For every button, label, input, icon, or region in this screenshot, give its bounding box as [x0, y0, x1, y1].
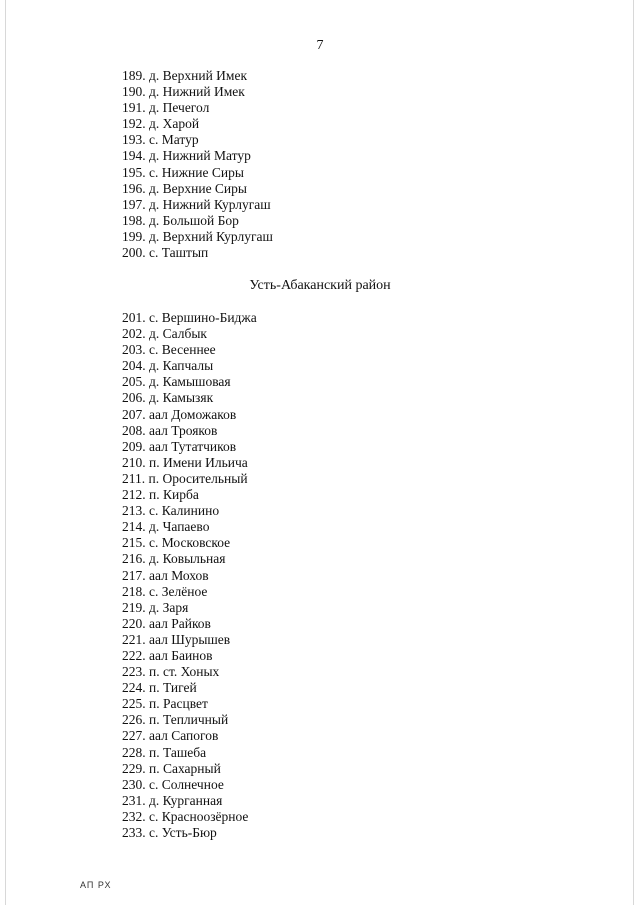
- list-item: 232. с. Красноозёрное: [122, 808, 249, 824]
- list-item: 196. д. Верхние Сиры: [122, 180, 247, 196]
- list-item: 203. с. Весеннее: [122, 342, 216, 358]
- list-item: 202. д. Салбык: [122, 326, 207, 342]
- list-item: 212. п. Кирба: [122, 487, 199, 503]
- list-item: 229. п. Сахарный: [122, 760, 221, 776]
- list-item: 198. д. Большой Бор: [122, 212, 239, 228]
- list-item: 205. д. Камышовая: [122, 374, 231, 390]
- list-item: 190. д. Нижний Имек: [122, 84, 245, 100]
- settlement-list-top: [122, 68, 273, 261]
- footer-mark: АП РХ: [80, 880, 112, 890]
- list-item: 219. д. Заря: [122, 599, 189, 615]
- list-item: 192. д. Харой: [122, 116, 200, 132]
- list-item: 210. п. Имени Ильича: [122, 454, 248, 470]
- list-item: 216. д. Ковыльная: [122, 551, 226, 567]
- list-item: 223. п. ст. Хоных: [122, 664, 220, 680]
- list-item: 228. п. Ташеба: [122, 744, 207, 760]
- list-item: 207. аал Доможаков: [122, 406, 237, 422]
- scan-margin-right: [633, 0, 634, 905]
- list-item: 189. д. Верхний Имек: [122, 68, 248, 83]
- scan-margin-left: [5, 0, 6, 905]
- list-item: 215. с. Московское: [122, 535, 231, 551]
- section-heading: Усть-Абаканский район: [249, 278, 391, 293]
- list-item: 230. с. Солнечное: [122, 776, 224, 792]
- list-item: 193. с. Матур: [122, 132, 199, 148]
- list-item: 209. аал Тутатчиков: [122, 438, 237, 454]
- list-item: 200. с. Таштып: [122, 245, 209, 261]
- list-item: 194. д. Нижний Матур: [122, 148, 251, 164]
- list-item: 214. д. Чапаево: [122, 519, 210, 535]
- list-item: 218. с. Зелёное: [122, 583, 208, 599]
- list-item: 231. д. Курганная: [122, 792, 223, 808]
- list-item: 204. д. Капчалы: [122, 358, 214, 374]
- settlement-list-bottom: [122, 310, 257, 841]
- list-item: 217. аал Мохов: [122, 567, 209, 583]
- list-item: 208. аал Трояков: [122, 422, 218, 438]
- list-item: 201. с. Вершино-Биджа: [122, 310, 257, 325]
- list-item: 213. с. Калинино: [122, 503, 220, 519]
- list-item: 221. аал Шурышев: [122, 631, 231, 647]
- page-number: 7: [316, 38, 324, 53]
- list-item: 222. аал Баинов: [122, 647, 213, 663]
- list-item: 206. д. Камызяк: [122, 390, 214, 406]
- list-item: 197. д. Нижний Курлугаш: [122, 196, 271, 212]
- list-item: 191. д. Печегол: [122, 100, 210, 116]
- list-item: 225. п. Расцвет: [122, 696, 208, 712]
- list-item: 199. д. Верхний Курлугаш: [122, 228, 273, 244]
- list-item: 195. с. Нижние Сиры: [122, 164, 244, 180]
- list-item: 233. с. Усть-Бюр: [122, 825, 217, 840]
- list-item: 220. аал Райков: [122, 615, 211, 631]
- list-item: 226. п. Тепличный: [122, 712, 229, 728]
- list-item: 224. п. Тигей: [122, 680, 197, 696]
- list-item: 227. аал Сапогов: [122, 728, 219, 744]
- list-item: 211. п. Оросительный: [122, 470, 248, 486]
